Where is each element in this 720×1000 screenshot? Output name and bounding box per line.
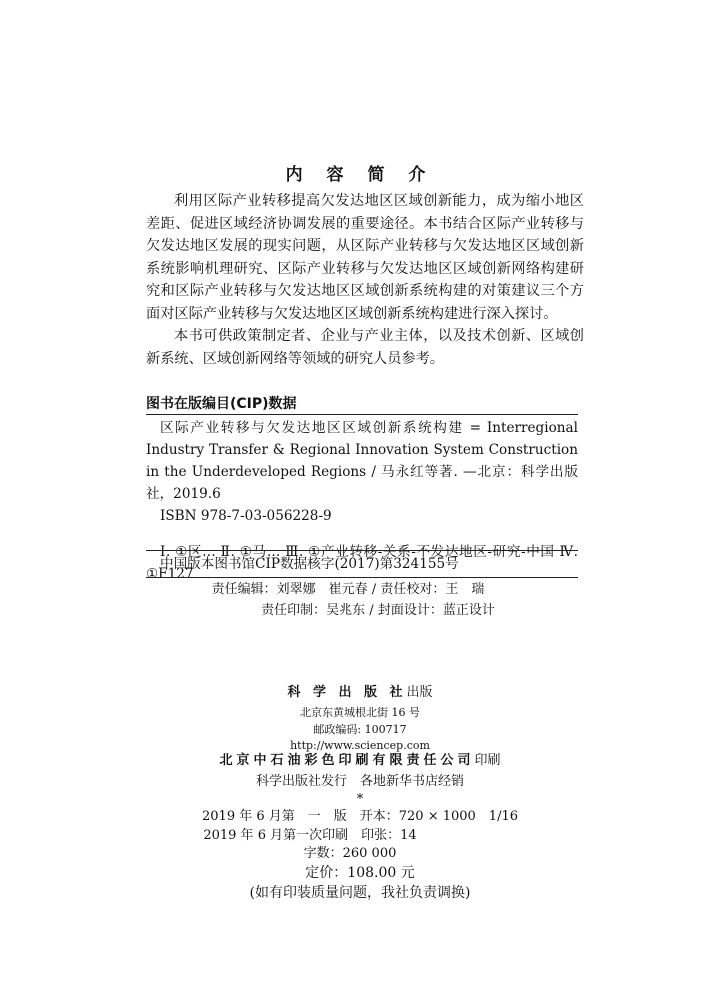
publisher-address: 北京东黄城根北街 16 号: [300, 706, 420, 719]
cip-top-rule: [146, 414, 578, 415]
cip-record-no-block: [146, 553, 578, 575]
printer-name: [0, 752, 720, 770]
cip-record: 区际产业转移与欠发达地区区域创新系统构建 = Interregional Industry Transfer & Regional Innovation System Construction in the Underdeveloped Regions / 马永红等著. —北京：科学出版社，2019.6: [146, 420, 578, 502]
edition-line: 2019 年 6 月第 一 版 开本：720 × 1000 1/16: [202, 809, 518, 824]
printer-suffix: 印刷: [474, 753, 501, 768]
cip-classification: Ⅰ. ①区… Ⅱ. ①马… Ⅲ. ①产业转移-关系-不发达地区-研究-中国 Ⅳ. ①F127: [146, 544, 578, 582]
publisher-name: [0, 684, 720, 702]
summary-paragraph-1: 利用区际产业转移提高欠发达地区区域创新能力，成为缩小地区差距、促进区域经济协调发展的重要途径。本书结合区际产业转移与欠发达地区发展的现实问题，从区际产业转移与欠发达地区区域创新系统影响机理研究、区际产业转移与欠发达地区区域创新网络构建研究和区际产业转移与欠发达地区区域创新系统构建的对策建议三个方面对区际产业转移与欠发达地区区域创新系统构建进行深入探讨。: [146, 193, 584, 322]
summary-title: 内 容 简 介: [285, 165, 435, 185]
credits-line-2: 责任印制：吴兆东 / 封面设计：蓝正设计: [261, 603, 495, 618]
cip-bottom-rule: [146, 577, 578, 578]
quality-note: (如有印装质量问题，我社负责调换): [249, 885, 471, 901]
word-count: 字数：260 000: [303, 846, 397, 861]
separator-star: *: [356, 792, 364, 807]
price: 定价：108.00 元: [305, 865, 415, 881]
printing-line: 2019 年 6 月第一次印刷 印张：14: [203, 828, 417, 843]
printer-logotype: 北京中石油彩色印刷有限责任公司: [219, 753, 475, 768]
credits-line-1: 责任编辑：刘翠娜 崔元春 / 责任校对：王 瑞: [211, 582, 485, 597]
distribution-line: 科学出版社发行 各地新华书店经销: [255, 774, 464, 789]
publisher-suffix: 出版: [406, 685, 433, 700]
cip-middle-rule: [146, 550, 578, 551]
summary-body: [146, 190, 584, 370]
publisher-postcode: 邮政编码: 100717: [313, 723, 407, 736]
summary-paragraph-2: 本书可供政策制定者、企业与产业主体，以及技术创新、区域创新系统、区域创新网络等领域的研究人员参考。: [146, 328, 584, 367]
publisher-logotype: 科 学 出 版 社: [287, 685, 407, 700]
cip-isbn: ISBN 978-7-03-056228-9: [160, 508, 332, 524]
cip-heading: 图书在版编目(CIP)数据: [146, 396, 297, 412]
cip-record-number: 中国版本图书馆CIP数据核字(2017)第324155号: [160, 556, 459, 572]
publisher-website: http://www.sciencep.com: [290, 739, 430, 752]
